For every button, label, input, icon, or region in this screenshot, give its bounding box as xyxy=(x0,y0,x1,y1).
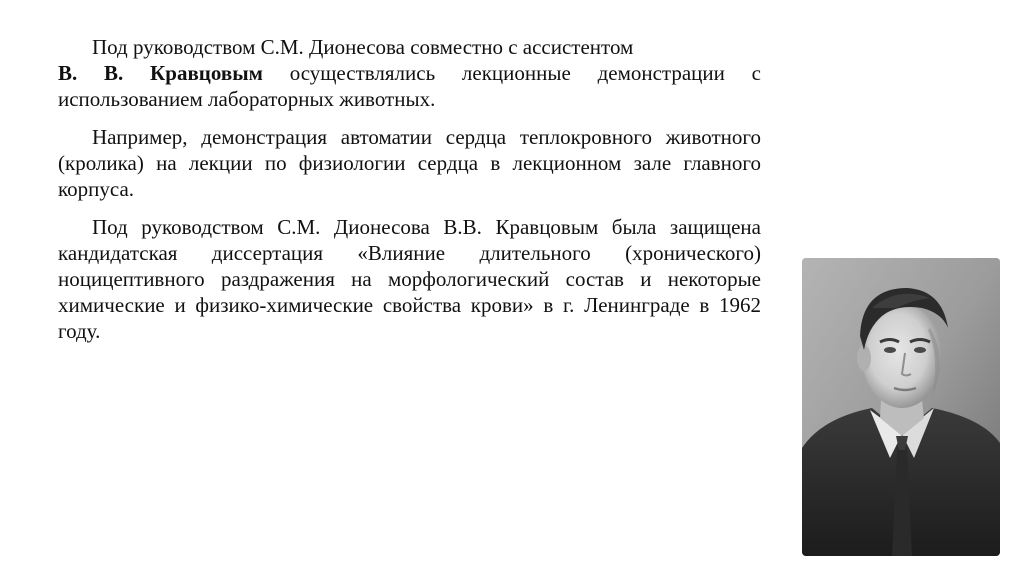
paragraph-3: Под руководством С.М. Дионесова В.В. Кравцовым была защищена кандидатская диссертация «Влияние длительного (хронического) ноцицептивного раздражения на морфологический состав и некоторые химические и физико-химические свойства крови» в г. Ленинграде в 1962 году. xyxy=(58,215,761,343)
portrait-photo-icon xyxy=(802,258,1000,556)
portrait-photo xyxy=(802,258,1000,556)
paragraph-1 xyxy=(58,34,761,112)
paragraph-1-lead: Под руководством С.М. Дионесова совместно с ассистентом xyxy=(92,35,634,59)
paragraph-1-rest: осуществлялись лекционные демонстрации с использованием лабораторных животных. xyxy=(58,61,761,111)
assistant-name: В. В. Кравцовым xyxy=(58,61,263,85)
text-block xyxy=(58,34,761,356)
paragraph-2: Например, демонстрация автоматии сердца теплокровного животного (кролика) на лекции по физиологии сердца в лекционном зале главного корпуса. xyxy=(58,125,761,201)
